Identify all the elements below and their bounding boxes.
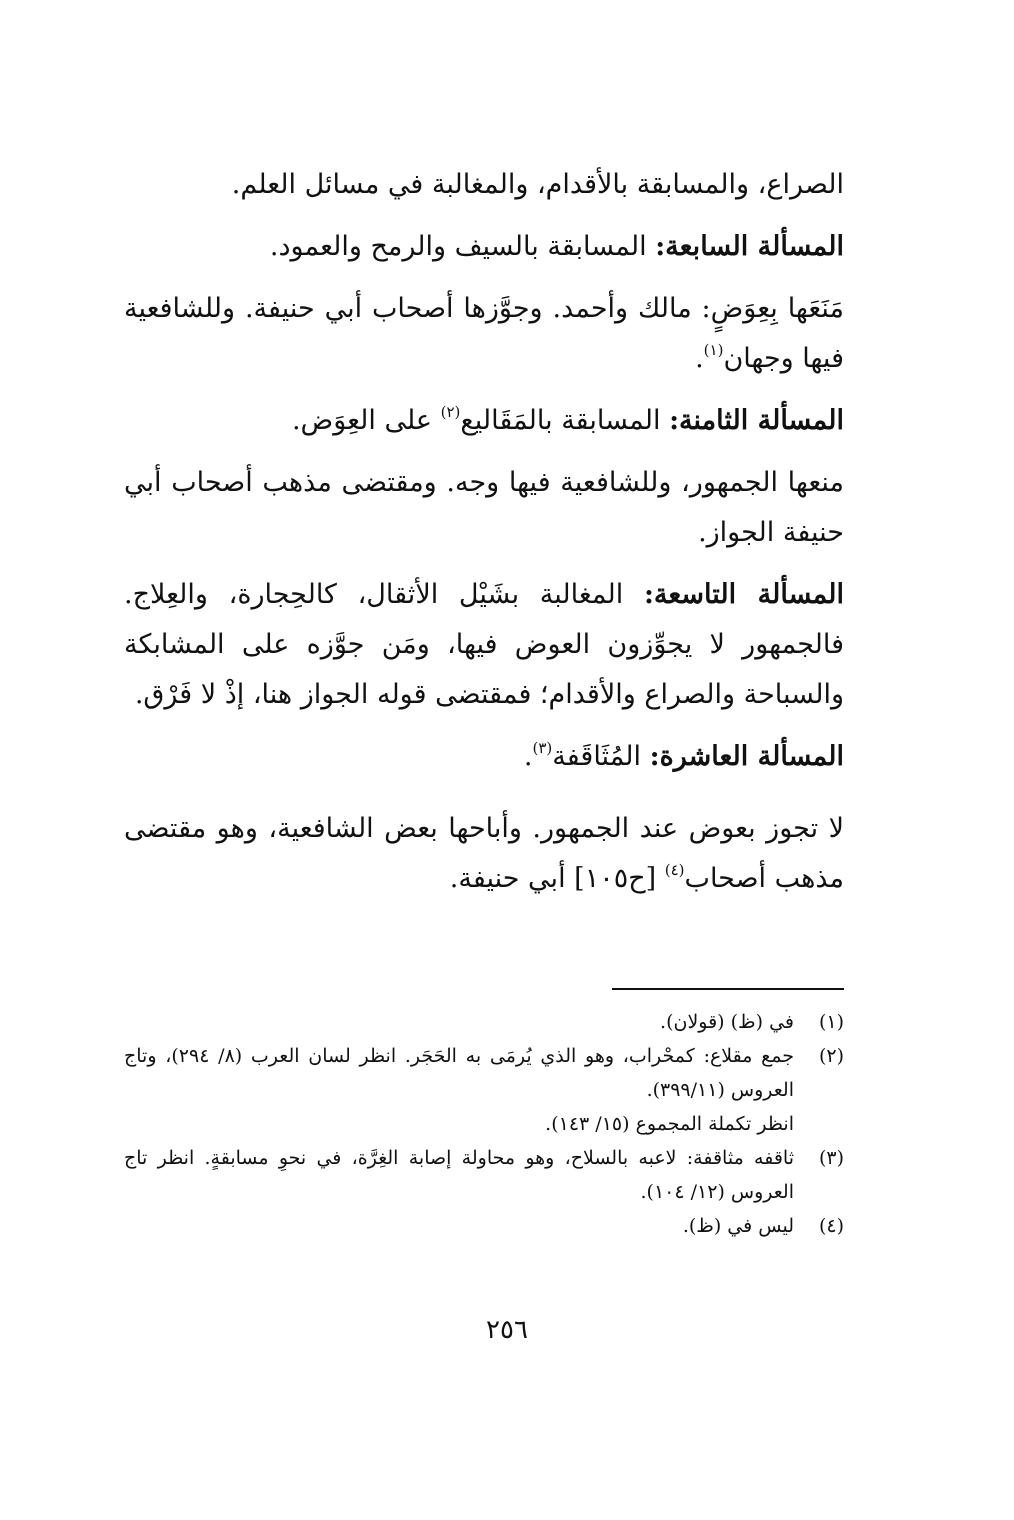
footnote-body	[124, 1209, 794, 1243]
paragraph-text: المسابقة بالمَقَاليع	[460, 405, 670, 436]
paragraph	[124, 222, 844, 272]
paragraph-text-end: .	[523, 741, 533, 772]
footnote	[124, 1209, 844, 1243]
footnote	[124, 1039, 844, 1141]
footnote-number: (١)	[818, 1011, 844, 1033]
footnote-line: جمع مقلاع: كمحْراب، وهو الذي يُرمَى به الحَجَر. انظر لسان العرب (٨/ ٢٩٤)، وتاج العروس (٣٩٩/١١).	[124, 1045, 794, 1101]
footnote-marker[interactable]: (٤)	[664, 861, 685, 879]
footnote-number: (٣)	[818, 1147, 844, 1169]
footnote-body	[124, 1141, 794, 1209]
footnote-marker[interactable]: (٣)	[532, 739, 553, 757]
paragraph-text: مَنَعَها بِعِوَضٍ: مالك وأحمد. وجوَّزها أصحاب أبي حنيفة. وللشافعية فيها وجهان	[124, 293, 844, 374]
page-number: ٢٥٦	[486, 1315, 528, 1345]
paragraph-text: المُثَاقَفة	[552, 741, 650, 772]
paragraph-text-end: [ح١٠٥] أبي حنيفة.	[449, 863, 665, 894]
footnote-line: انظر تكملة المجموع (١٥/ ١٤٣).	[545, 1113, 794, 1135]
paragraph	[124, 284, 844, 384]
paragraph	[124, 570, 844, 720]
footnote-separator	[612, 988, 844, 990]
paragraph	[124, 458, 844, 558]
paragraph	[124, 804, 844, 904]
main-text	[124, 160, 844, 916]
footnote	[124, 1141, 844, 1209]
paragraph-text: منعها الجمهور، وللشافعية فيها وجه. ومقتضى مذهب أصحاب أبي حنيفة الجواز.	[124, 467, 844, 548]
footnote-number: (٢)	[818, 1045, 844, 1067]
footnotes	[124, 1005, 844, 1243]
footnote-line: ليس في (ظ).	[682, 1215, 794, 1237]
footnote-marker[interactable]: (٢)	[440, 403, 461, 421]
footnote-body	[124, 1039, 794, 1141]
footnote-line: ثاقفه مثاقفة: لاعبه بالسلاح، وهو محاولة إصابة الغِرَّة، في نحوِ مسابقةٍ. انظر تاج العروس (١٢/ ١٠٤).	[124, 1147, 794, 1203]
paragraph-text: لا تجوز بعوض عند الجمهور. وأباحها بعض الشافعية، وهو مقتضى مذهب أصحاب	[124, 813, 844, 894]
footnote	[124, 1005, 844, 1039]
issue-heading: المسألة الثامنة:	[669, 405, 844, 436]
paragraph	[124, 732, 844, 782]
paragraph-text-end: على العِوَض.	[291, 405, 441, 436]
footnote-line: في (ظ) (قولان).	[660, 1011, 794, 1033]
issue-heading: المسألة السابعة:	[655, 231, 844, 262]
issue-heading: المسألة التاسعة:	[643, 579, 844, 610]
paragraph-text: الصراع، والمسابقة بالأقدام، والمغالبة في مسائل العلم.	[231, 169, 844, 200]
paragraph	[124, 160, 844, 210]
footnote-number: (٤)	[818, 1215, 844, 1237]
issue-heading: المسألة العاشرة:	[649, 741, 844, 772]
paragraph-text-end: .	[695, 343, 704, 374]
paragraph	[124, 396, 844, 446]
paragraph-text: المسابقة بالسيف والرمح والعمود.	[269, 231, 656, 262]
paragraph-text: المغالبة بشَيْل الأثقال، كالحِجارة، والعِلاج. فالجمهور لا يجوِّزون العوض فيها، ومَن جوَّزه على المشابكة والسباحة والصراع والأقدام؛ فمقتضى قوله الجواز هنا، إذْ لا فَرْق.	[124, 579, 844, 710]
footnote-marker[interactable]: (١)	[703, 341, 724, 359]
footnote-body	[124, 1005, 794, 1039]
